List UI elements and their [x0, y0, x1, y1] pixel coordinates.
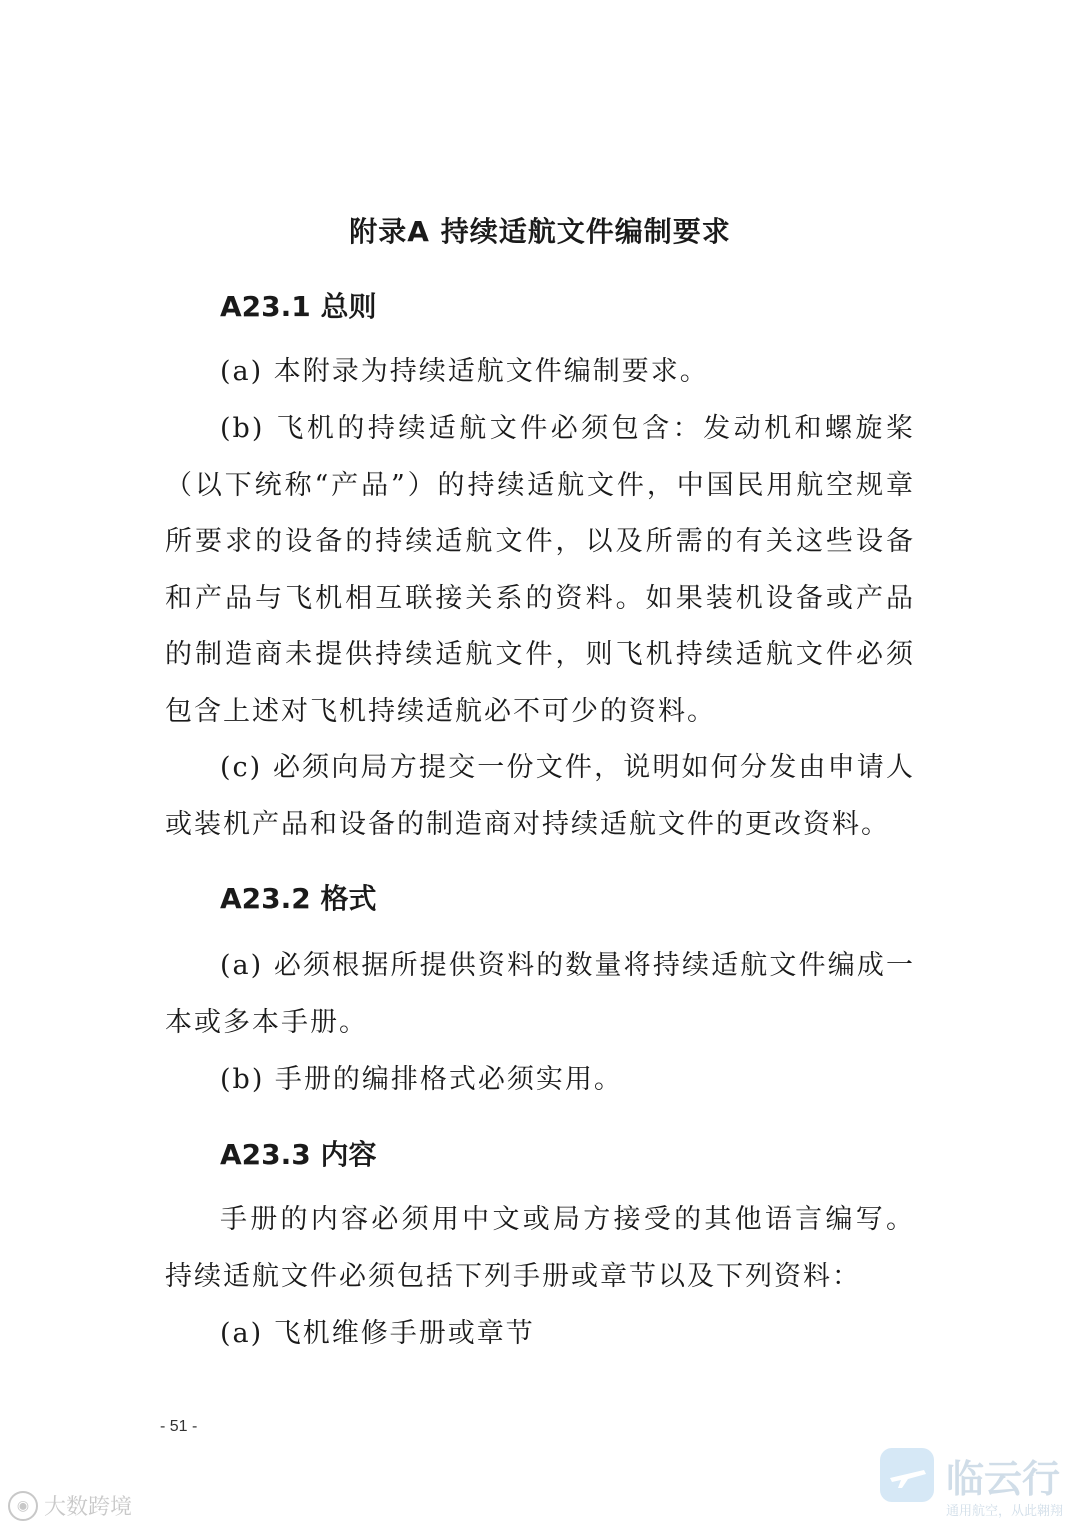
paragraph-content-intro: 手册的内容必须用中文或局方接受的其他语言编写。持续适航文件必须包括下列手册或章节以及下列资料：	[165, 1204, 915, 1292]
section-heading-content: A23.3 内容	[220, 1138, 377, 1171]
watermark-left	[8, 1490, 132, 1521]
page-number: - 51 -	[160, 1418, 198, 1435]
paragraph-general-b: (b) 飞机的持续适航文件必须包含：发动机和螺旋桨（以下统称“产品”）的持续适航文件，中国民用航空规章所要求的设备的持续适航文件，以及所需的有关这些设备和产品与飞机相互联接关系的资料。如果装机设备或产品的制造商未提供持续适航文件，则飞机持续适航文件必须包含上述对飞机持续适航必不可少的资料。	[165, 413, 915, 727]
watermark-slogan: 通用航空，从此翱翔	[946, 1504, 1064, 1519]
paragraph-format-b: (b) 手册的编排格式必须实用。	[220, 1064, 623, 1095]
paragraph-general-a: (a) 本附录为持续适航文件编制要求。	[220, 356, 709, 387]
watermark-brand: 临云行	[946, 1457, 1061, 1501]
section-heading-format: A23.2 格式	[220, 882, 377, 915]
paragraph-general-c: (c) 必须向局方提交一份文件，说明如何分发由申请人或装机产品和设备的制造商对持续适航文件的更改资料。	[165, 752, 915, 840]
airplane-logo-icon	[880, 1448, 934, 1502]
paragraph-content-a: (a) 飞机维修手册或章节	[220, 1318, 535, 1349]
weibo-icon: ◉	[8, 1491, 38, 1521]
section-heading-general: A23.1 总则	[220, 290, 377, 323]
page-title: 附录A 持续适航文件编制要求	[349, 215, 731, 248]
watermark-left-text: 大数跨境	[44, 1495, 133, 1520]
watermark-right	[880, 1448, 1075, 1522]
paragraph-format-a: (a) 必须根据所提供资料的数量将持续适航文件编成一本或多本手册。	[165, 950, 915, 1038]
